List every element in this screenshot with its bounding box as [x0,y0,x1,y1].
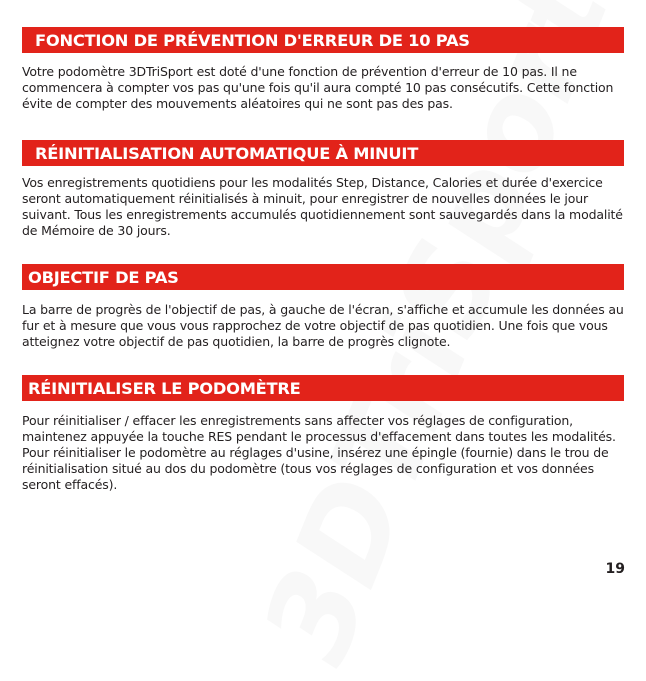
section-body-reinitialisation-minuit: Vos enregistrements quotidiens pour les modalités Step, Distance, Calories et durée d'exercice seront automatiquement réinitialisés à minuit, pour enregistrer de nouvelles données le jour suivant. Tous les enregistrements accumulés quotidiennement sont sauvegardés dans la modalité de Mémoire de 30 jours. [22,175,623,238]
page-number: 19 [605,561,625,577]
section-header-reinitialisation-minuit [22,140,624,166]
section-header-prevention-erreur [22,27,624,53]
section-body-reinitialiser-podometre: Pour réinitialiser / effacer les enregistrements sans affecter vos réglages de configuration, maintenez appuyée la touche RES pendant le processus d'effacement dans toutes les modalités. Pour réinitialiser le podomètre au réglages d'usine, insérez une épingle (fournie) dans le trou de réinitialisation situé au dos du podomètre (tous vos réglages de configuration et vos données seront effacés). [22,413,616,492]
section-title: OBJECTIF DE PAS [28,267,179,287]
section-header-objectif-pas [22,264,624,290]
section-header-reinitialiser-podometre [22,375,624,401]
section-body-objectif-pas: La barre de progrès de l'objectif de pas, à gauche de l'écran, s'affiche et accumule les données au fur et à mesure que vous vous rapprochez de votre objectif de pas quotidien. Une fois que vous atteignez votre objectif de pas quotidien, la barre de progrès clignote. [22,302,624,349]
section-title: FONCTION DE PRÉVENTION D'ERREUR DE 10 PAS [35,30,470,50]
section-title: RÉINITIALISATION AUTOMATIQUE À MINUIT [35,143,419,163]
section-title: RÉINITIALISER LE PODOMÈTRE [28,378,301,398]
section-body-prevention-erreur: Votre podomètre 3DTriSport est doté d'une fonction de prévention d'erreur de 10 pas. Il ne commencera à compter vos pas qu'une fois qu'il aura compté 10 pas consécutifs. Cette fonction évite de compter des mouvements aléatoires qui ne sont pas des pas. [22,64,614,111]
